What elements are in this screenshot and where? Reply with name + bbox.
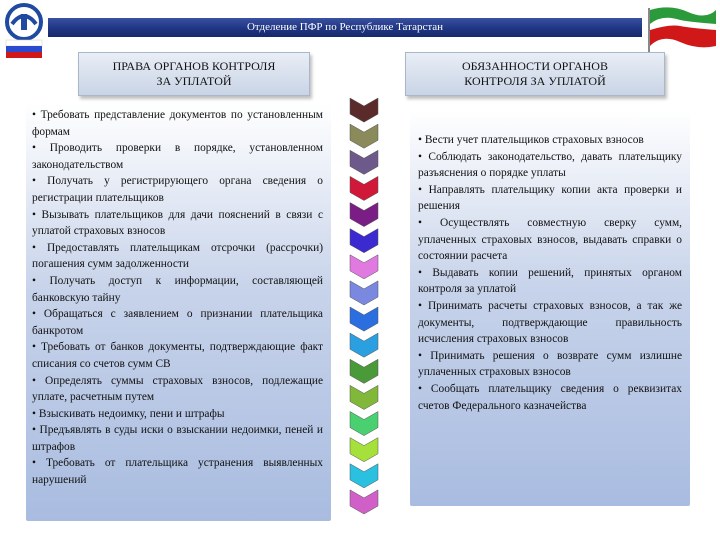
list-item: • Соблюдать законодательство, давать плательщику разъяснения о порядке уплаты <box>418 150 682 180</box>
chevron-arrow <box>350 464 378 488</box>
chevron-arrow <box>350 98 378 122</box>
list-item: • Требовать от банков документы, подтверждающие факт списания со счетов сумм СВ <box>32 341 323 370</box>
chevron-arrow <box>350 150 378 174</box>
list-item: • Предъявлять в суды иски о взыскании недоимки, пеней и штрафов <box>32 424 323 453</box>
list-item: • Обращаться с заявлением о признании плательщика банкротом <box>32 308 323 337</box>
rights-title-line2: ЗА УПЛАТОЙ <box>156 74 232 88</box>
chevron-arrow <box>350 490 378 514</box>
chevron-arrow <box>350 307 378 331</box>
chevron-arrow <box>350 176 378 200</box>
list-item: • Взыскивать недоимку, пени и штрафы <box>32 407 225 420</box>
list-item: • Вести учет плательщиков страховых взносов <box>418 134 644 146</box>
chevron-arrow <box>350 255 378 279</box>
chevron-arrow-column <box>348 98 380 516</box>
list-item: • Предоставлять плательщикам отсрочки (рассрочки) погашения сумм задолженности <box>32 241 323 271</box>
rights-title <box>78 52 310 96</box>
chevron-arrow <box>350 438 378 462</box>
header-bar <box>48 18 642 37</box>
duties-title <box>405 52 665 96</box>
chevron-arrow <box>350 385 378 409</box>
header-title: Отделение ПФР по Республике Татарстан <box>246 21 444 33</box>
chevron-arrow <box>350 281 378 305</box>
chevron-arrow <box>350 412 378 436</box>
list-item: • Осуществлять совместную сверку сумм, уплаченных страховых взносов, выдавать справки о состоянии расчета <box>418 216 682 263</box>
list-item: • Принимать решения о возврате сумм излишне уплаченных страховых взносов <box>418 349 682 379</box>
rights-title-line1: ПРАВА ОРГАНОВ КОНТРОЛЯ <box>112 59 276 73</box>
list-item: • Выдавать копии решений, принятых органом контроля за уплатой <box>418 266 682 296</box>
duties-list <box>410 110 690 506</box>
list-item: • Направлять плательщику копии акта проверки и решения <box>418 183 682 213</box>
chevron-arrow <box>350 203 378 227</box>
list-item: • Требовать от плательщика устранения выявленных нарушений <box>32 457 323 487</box>
chevron-arrow <box>350 124 378 148</box>
list-item: • Получать у регистрирующего органа сведения о регистрации плательщиков <box>32 175 323 204</box>
chevron-arrow <box>350 359 378 383</box>
duties-title-line1: ОБЯЗАННОСТИ ОРГАНОВ <box>462 59 608 73</box>
list-item: • Получать доступ к информации, составляющей банковскую тайну <box>32 274 323 304</box>
duties-title-line2: КОНТРОЛЯ ЗА УПЛАТОЙ <box>464 74 606 88</box>
list-item: • Требовать представление документов по установленным формам <box>32 109 323 138</box>
rights-list <box>26 103 331 521</box>
list-item: • Вызывать плательщиков для дачи пояснений в связи с уплатой страховых взносов <box>32 208 323 238</box>
list-item: • Принимать расчеты страховых взносов, а так же документы, подтверждающие правильность исчисления страховых взносов <box>418 299 682 346</box>
list-item: • Определять суммы страховых взносов, подлежащие уплате, расчетным путем <box>32 374 323 404</box>
list-item: • Сообщать плательщику сведения о реквизитах счетов Федерального казначейства <box>418 382 682 412</box>
list-item: • Проводить проверки в порядке, установленном законодательством <box>32 142 323 171</box>
pfr-logo-icon <box>2 2 46 60</box>
chevron-arrow <box>350 333 378 357</box>
chevron-arrow <box>350 229 378 253</box>
